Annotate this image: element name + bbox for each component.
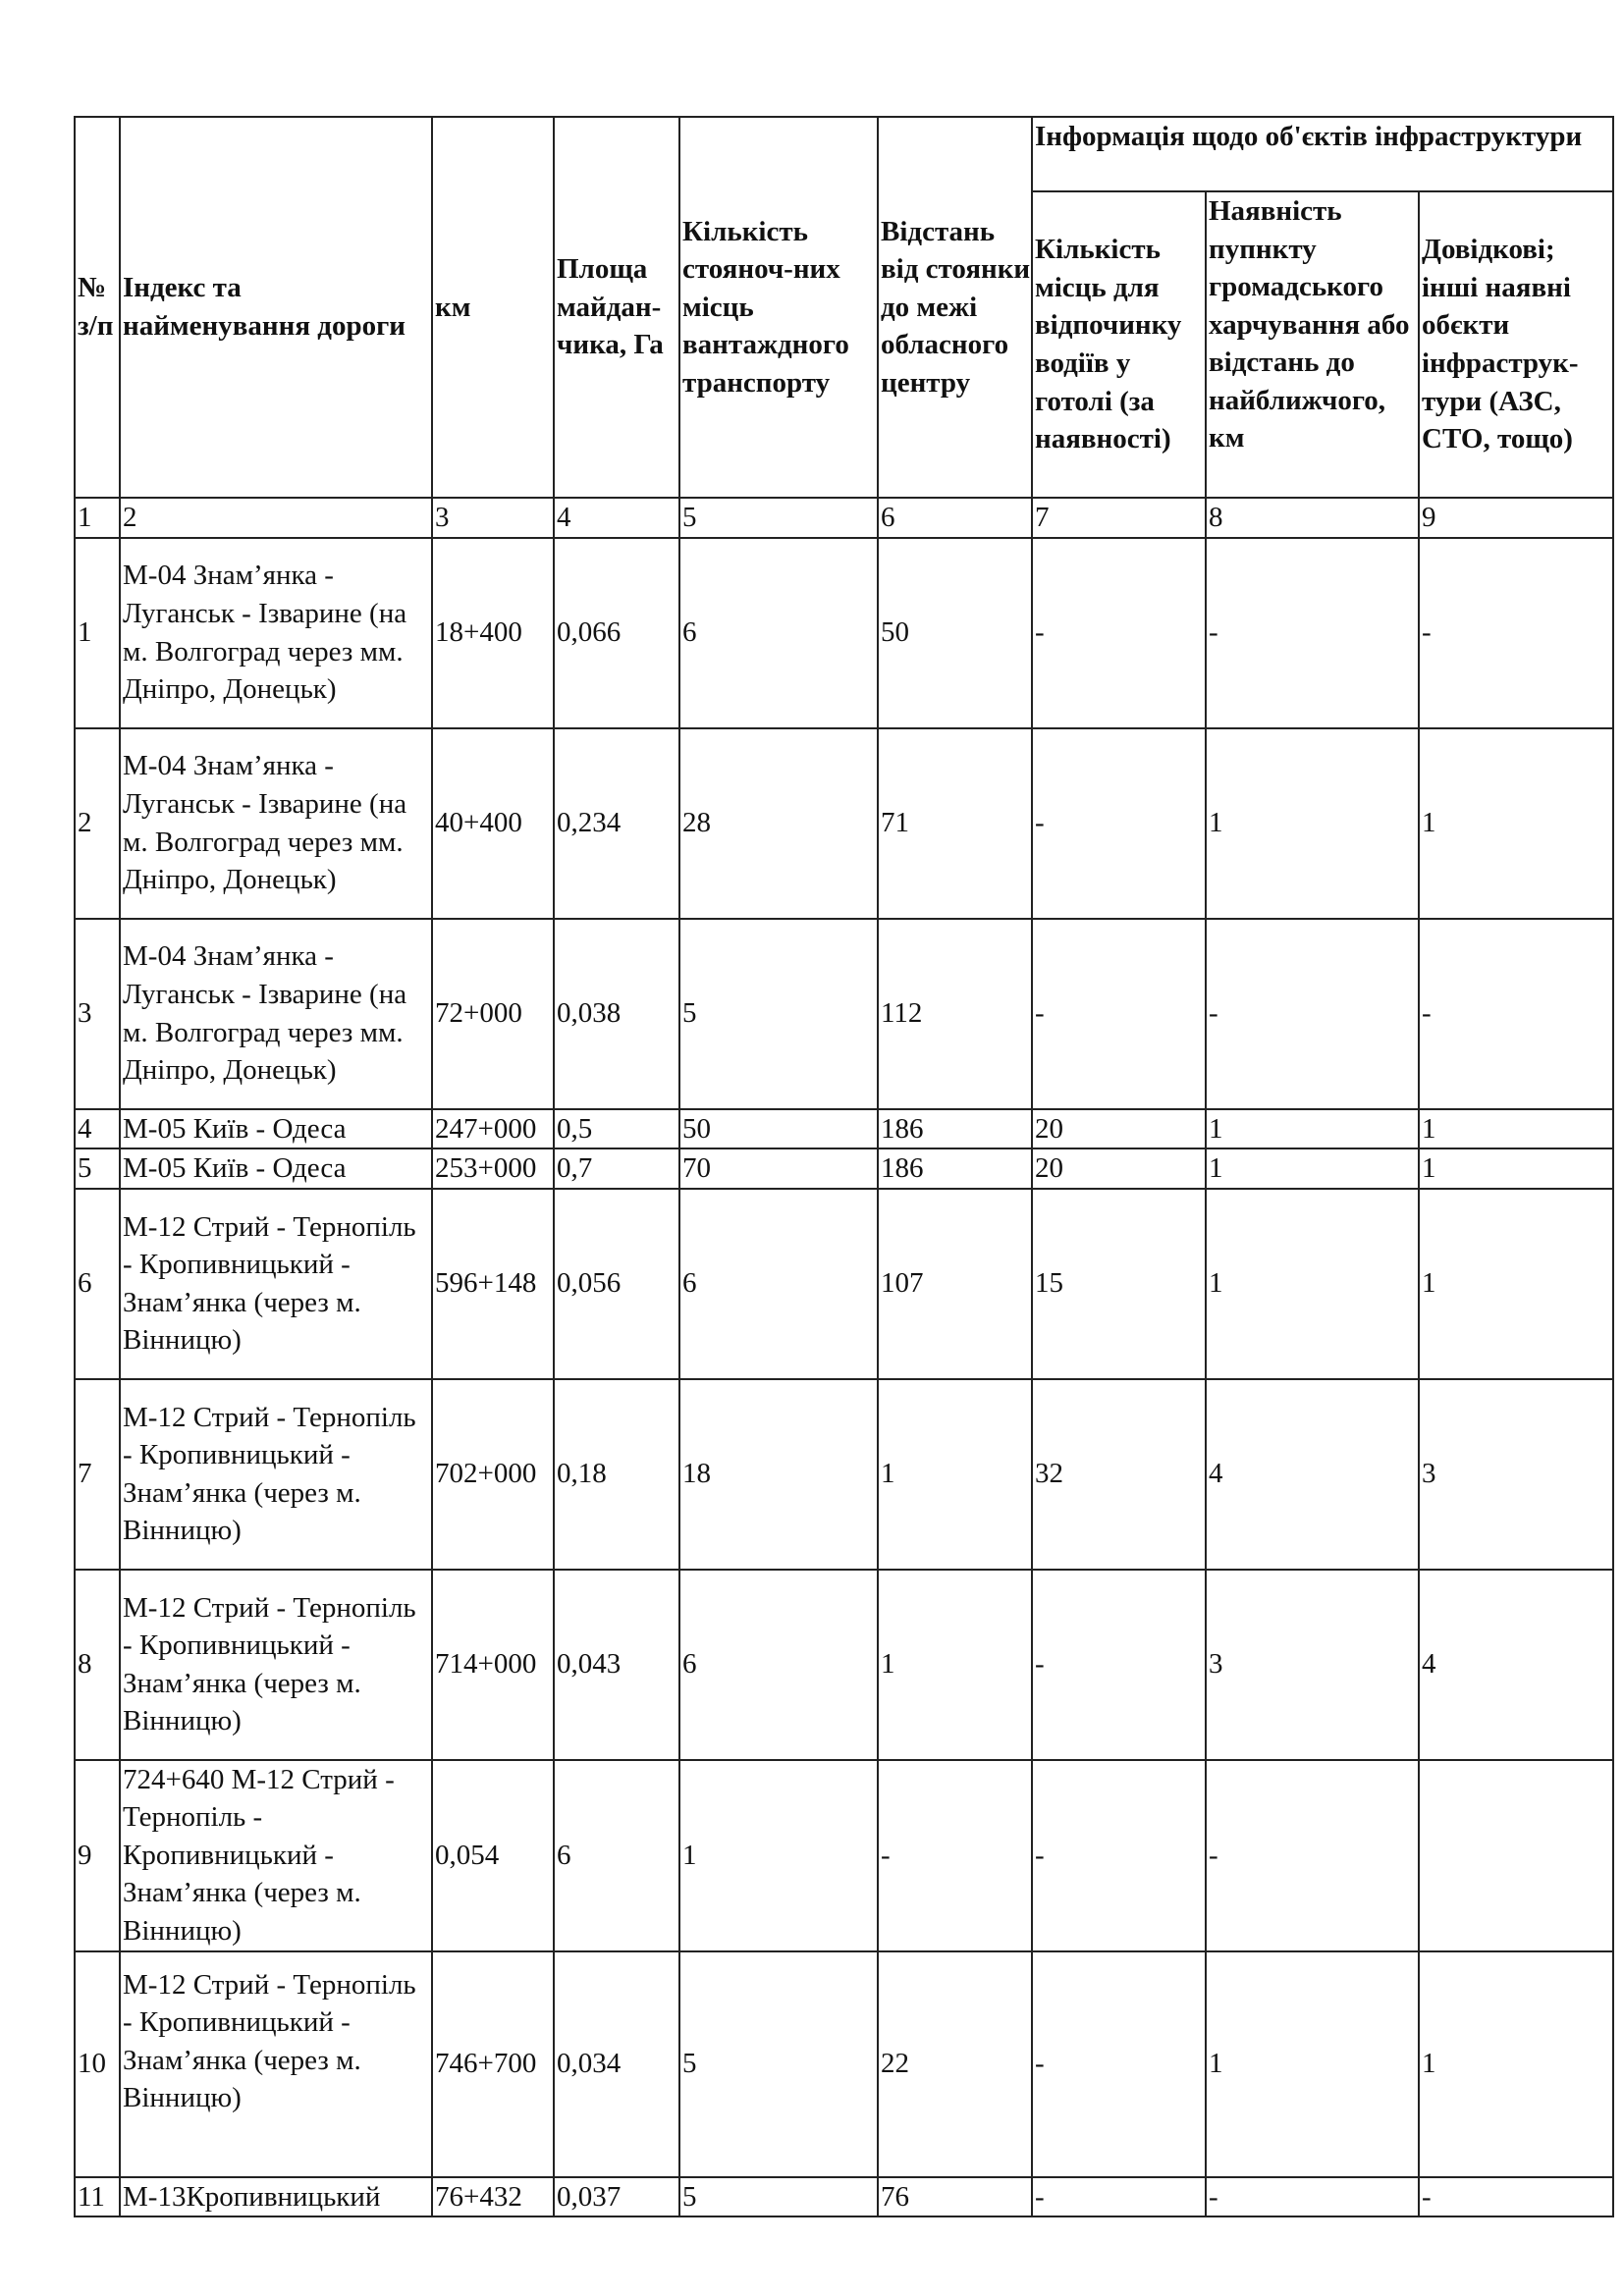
column-number: 1	[75, 498, 120, 538]
table-row	[75, 1760, 1613, 1951]
column-number: 3	[432, 498, 554, 538]
cell-area: 0,066	[554, 538, 679, 728]
cell-places: 5	[679, 2177, 878, 2217]
cell-number: 10	[75, 1951, 120, 2177]
cell-km: 0,054	[432, 1760, 554, 1951]
cell-places: 5	[679, 1951, 878, 2177]
header-places: Кількість стояноч-них місць вантаждного транспорту	[679, 117, 878, 498]
cell-hotel: -	[1032, 1760, 1206, 1951]
column-number: 7	[1032, 498, 1206, 538]
cell-other: 4	[1419, 1570, 1613, 1760]
header-road: Індекс та найменування дороги	[120, 117, 432, 498]
cell-other: -	[1419, 919, 1613, 1109]
cell-km: 746+700	[432, 1951, 554, 2177]
cell-km: 596+148	[432, 1189, 554, 1379]
cell-area: 0,038	[554, 919, 679, 1109]
cell-road: М-12 Стрий - Тернопіль - Кропивницький - Знам’янка (через м. Вінницю)	[120, 1570, 432, 1760]
cell-other	[1419, 1760, 1613, 1951]
cell-other: -	[1419, 2177, 1613, 2217]
infrastructure-table	[74, 116, 1614, 2217]
cell-distance: 107	[878, 1189, 1032, 1379]
cell-number: 1	[75, 538, 120, 728]
cell-km: 702+000	[432, 1379, 554, 1570]
cell-road: М-12 Стрий - Тернопіль - Кропивницький - Знам’янка (через м. Вінницю)	[120, 1379, 432, 1570]
cell-number: 9	[75, 1760, 120, 1951]
cell-number: 2	[75, 728, 120, 919]
cell-places: 6	[679, 1189, 878, 1379]
cell-area: 0,7	[554, 1148, 679, 1189]
cell-distance: 50	[878, 538, 1032, 728]
cell-distance: 22	[878, 1951, 1032, 2177]
cell-places: 28	[679, 728, 878, 919]
cell-road: М-04 Знам’янка - Луганськ - Ізварине (на м. Волгоград через мм. Дніпро, Донецьк)	[120, 919, 432, 1109]
cell-other: 1	[1419, 1951, 1613, 2177]
column-number: 8	[1206, 498, 1419, 538]
cell-food: -	[1206, 2177, 1419, 2217]
cell-distance: 76	[878, 2177, 1032, 2217]
cell-number: 11	[75, 2177, 120, 2217]
cell-km: 18+400	[432, 538, 554, 728]
cell-number: 7	[75, 1379, 120, 1570]
cell-hotel: -	[1032, 1951, 1206, 2177]
cell-km: 247+000	[432, 1109, 554, 1149]
cell-distance: -	[878, 1760, 1032, 1951]
cell-road: М-04 Знам’янка - Луганськ - Ізварине (на м. Волгоград через мм. Дніпро, Донецьк)	[120, 728, 432, 919]
header-food: Наявність пупнкту громадського харчування або відстань до найближчого, км	[1206, 191, 1419, 498]
cell-food: 4	[1206, 1379, 1419, 1570]
table-row	[75, 919, 1613, 1109]
cell-other: 1	[1419, 1189, 1613, 1379]
table-row	[75, 2177, 1613, 2217]
cell-number: 5	[75, 1148, 120, 1189]
cell-area: 0,234	[554, 728, 679, 919]
cell-food: 1	[1206, 1189, 1419, 1379]
header-area: Площа майдан-чика, Га	[554, 117, 679, 498]
cell-places: 5	[679, 919, 878, 1109]
cell-km: 72+000	[432, 919, 554, 1109]
cell-hotel: -	[1032, 538, 1206, 728]
cell-hotel: -	[1032, 919, 1206, 1109]
cell-road: М-05 Київ - Одеса	[120, 1148, 432, 1189]
cell-food: 3	[1206, 1570, 1419, 1760]
cell-hotel: 20	[1032, 1148, 1206, 1189]
table-row	[75, 1570, 1613, 1760]
cell-places: 70	[679, 1148, 878, 1189]
table-row	[75, 1189, 1613, 1379]
cell-area: 0,18	[554, 1379, 679, 1570]
cell-number: 3	[75, 919, 120, 1109]
cell-food: -	[1206, 1760, 1419, 1951]
cell-km: 714+000	[432, 1570, 554, 1760]
cell-number: 8	[75, 1570, 120, 1760]
cell-food: 1	[1206, 1109, 1419, 1149]
cell-places: 6	[679, 1570, 878, 1760]
table-row	[75, 538, 1613, 728]
cell-food: -	[1206, 538, 1419, 728]
cell-number: 6	[75, 1189, 120, 1379]
header-infrastructure-group: Інформація щодо об'єктів інфраструктури	[1032, 117, 1613, 191]
cell-hotel: -	[1032, 728, 1206, 919]
header-other: Довідкові; інші наявні обєкти інфраструк-тури (АЗС, СТО, тощо)	[1419, 191, 1613, 498]
cell-hotel: 15	[1032, 1189, 1206, 1379]
cell-km: 40+400	[432, 728, 554, 919]
header-distance: Відстань від стоянки до межі обласного центру	[878, 117, 1032, 498]
cell-food: 1	[1206, 1148, 1419, 1189]
cell-hotel: -	[1032, 2177, 1206, 2217]
cell-road: М-12 Стрий - Тернопіль - Кропивницький - Знам’янка (через м. Вінницю)	[120, 1951, 432, 2177]
cell-distance: 1	[878, 1379, 1032, 1570]
cell-food: 1	[1206, 1951, 1419, 2177]
cell-road: М-13Кропивницький	[120, 2177, 432, 2217]
cell-area: 6	[554, 1760, 679, 1951]
cell-places: 1	[679, 1760, 878, 1951]
cell-area: 0,5	[554, 1109, 679, 1149]
cell-food: 1	[1206, 728, 1419, 919]
cell-places: 18	[679, 1379, 878, 1570]
column-number: 5	[679, 498, 878, 538]
cell-area: 0,043	[554, 1570, 679, 1760]
table-row	[75, 728, 1613, 919]
cell-other: 1	[1419, 1148, 1613, 1189]
cell-hotel: 32	[1032, 1379, 1206, 1570]
cell-food: -	[1206, 919, 1419, 1109]
cell-area: 0,037	[554, 2177, 679, 2217]
cell-km: 76+432	[432, 2177, 554, 2217]
cell-other: 1	[1419, 728, 1613, 919]
cell-km: 253+000	[432, 1148, 554, 1189]
cell-other: 3	[1419, 1379, 1613, 1570]
column-number: 2	[120, 498, 432, 538]
cell-area: 0,034	[554, 1951, 679, 2177]
cell-hotel: -	[1032, 1570, 1206, 1760]
column-number: 9	[1419, 498, 1613, 538]
cell-distance: 71	[878, 728, 1032, 919]
cell-distance: 186	[878, 1109, 1032, 1149]
table-row	[75, 1951, 1613, 2177]
cell-distance: 1	[878, 1570, 1032, 1760]
header-number: № з/п	[75, 117, 120, 498]
table-row	[75, 1379, 1613, 1570]
cell-places: 6	[679, 538, 878, 728]
cell-other: 1	[1419, 1109, 1613, 1149]
cell-distance: 112	[878, 919, 1032, 1109]
header-row	[75, 117, 1613, 191]
cell-area: 0,056	[554, 1189, 679, 1379]
column-numbers-row	[75, 498, 1613, 538]
cell-road: М-05 Київ - Одеса	[120, 1109, 432, 1149]
column-number: 4	[554, 498, 679, 538]
cell-places: 50	[679, 1109, 878, 1149]
cell-road: М-12 Стрий - Тернопіль - Кропивницький - Знам’янка (через м. Вінницю)	[120, 1189, 432, 1379]
column-number: 6	[878, 498, 1032, 538]
table-row	[75, 1109, 1613, 1149]
cell-number: 4	[75, 1109, 120, 1149]
header-hotel: Кількість місць для відпочинку водіїв у готолі (за наявності)	[1032, 191, 1206, 498]
cell-hotel: 20	[1032, 1109, 1206, 1149]
cell-other: -	[1419, 538, 1613, 728]
header-km: км	[432, 117, 554, 498]
table-row	[75, 1148, 1613, 1189]
cell-road: М-04 Знам’янка - Луганськ - Ізварине (на м. Волгоград через мм. Дніпро, Донецьк)	[120, 538, 432, 728]
cell-road: 724+640 М-12 Стрий - Тернопіль - Кропивницький - Знам’янка (через м. Вінницю)	[120, 1760, 432, 1951]
cell-distance: 186	[878, 1148, 1032, 1189]
